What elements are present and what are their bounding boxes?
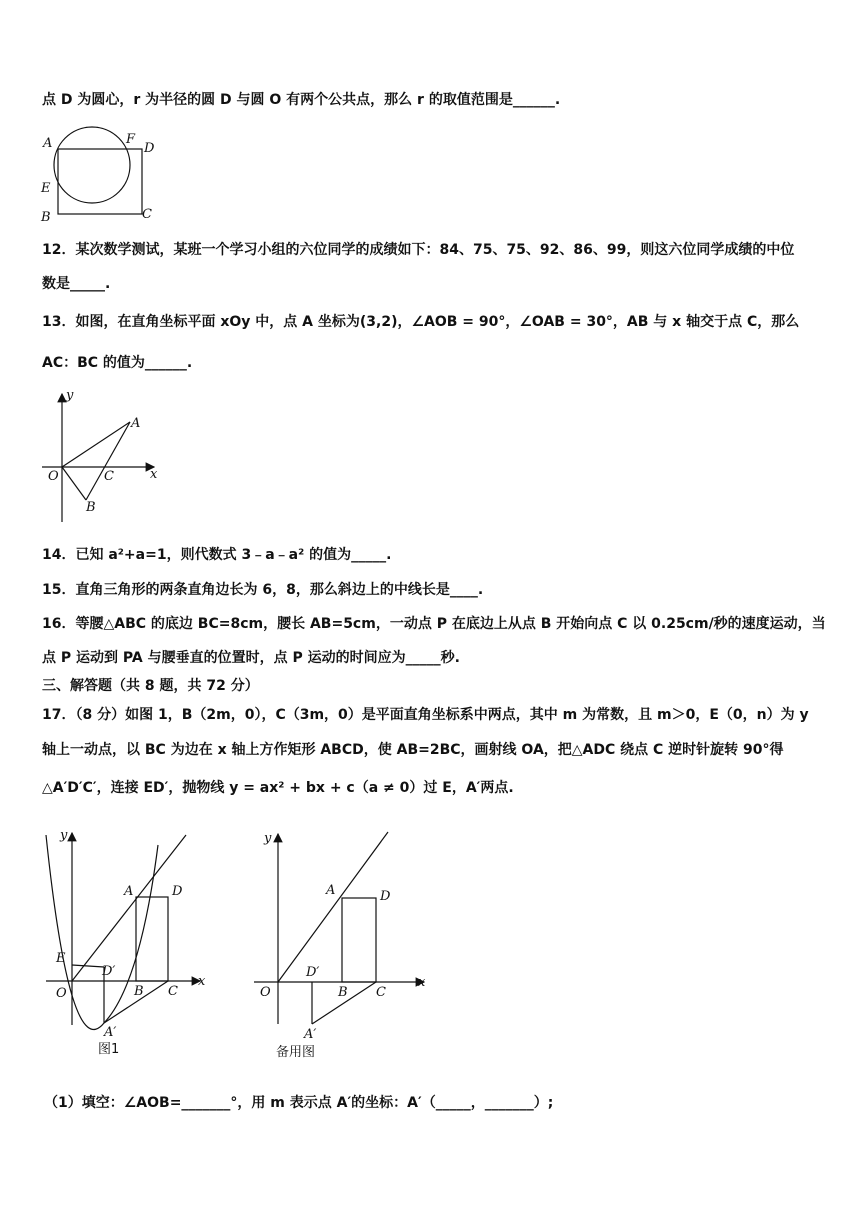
fig11-label-d: D xyxy=(144,141,155,156)
fig17b-label-a: A xyxy=(326,883,336,898)
fig13-label-o: O xyxy=(48,469,59,484)
fig17b-label-ap: A′ xyxy=(304,1027,317,1042)
fig17b-label-b: B xyxy=(338,985,348,1000)
fig17b-label-o: O xyxy=(260,985,271,1000)
figure-17-backup xyxy=(250,828,440,1068)
q12-line1: 12．某次数学测试，某班一个学习小组的六位同学的成绩如下：84、75、75、92、86、99，则这六位同学成绩的中位 xyxy=(42,242,795,258)
q13-line1: 13．如图，在直角坐标平面 xOy 中，点 A 坐标为(3,2)，∠AOB = 90°，∠OAB = 30°，AB 与 x 轴交于点 C，那么 xyxy=(42,314,800,330)
figure-13 xyxy=(38,388,168,528)
fig13-label-b: B xyxy=(86,500,96,515)
q16-line1: 16．等腰△ABC 的底边 BC=8cm，腰长 AB=5cm，一动点 P 在底边上从点 B 开始向点 C 以 0.25cm/秒的速度运动，当 xyxy=(42,616,826,632)
fig17a-label-x: x xyxy=(198,974,206,989)
q17-line3: △A′D′C′，连接 ED′，抛物线 y = ax² + bx + c（a ≠ 0）过 E，A′两点. xyxy=(42,780,514,796)
fig11-label-b: B xyxy=(41,210,51,225)
q14-text: 14．已知 a²+a=1，则代数式 3﹣a﹣a² 的值为_____. xyxy=(42,547,392,563)
q16-line2: 点 P 运动到 PA 与腰垂直的位置时，点 P 运动的时间应为_____秒. xyxy=(42,650,460,666)
fig17b-label-y: y xyxy=(264,831,272,846)
fig17b-label-x: x xyxy=(418,975,426,990)
fig11-label-c: C xyxy=(142,207,152,222)
fig17a-label-a: A xyxy=(124,884,134,899)
figure-11 xyxy=(40,125,160,225)
fig17a-caption: 图1 xyxy=(98,1042,120,1057)
fig17a-label-y: y xyxy=(60,828,68,843)
q12-line2: 数是_____. xyxy=(42,276,111,292)
fig17a-label-dp: D′ xyxy=(102,964,116,979)
fig11-label-f: F xyxy=(126,132,136,147)
q17-line2: 轴上一动点，以 BC 为边在 x 轴上方作矩形 ABCD，使 AB=2BC，画射线 OA，把△ADC 绕点 C 逆时针旋转 90°得 xyxy=(42,742,784,758)
fig11-label-e: E xyxy=(41,181,51,196)
fig17a-label-d: D xyxy=(172,884,183,899)
fig17b-label-c: C xyxy=(376,985,386,1000)
fig17a-label-o: O xyxy=(56,986,67,1001)
q13-line2: AC：BC 的值为______. xyxy=(42,355,193,371)
fig17a-label-ap: A′ xyxy=(104,1025,117,1040)
section-3-heading: 三、解答题（共 8 题，共 72 分） xyxy=(42,678,259,694)
fig17a-label-b: B xyxy=(134,984,144,999)
figure-17-main xyxy=(40,825,230,1065)
q17-sub1: （1）填空：∠AOB=_______°，用 m 表示点 A′的坐标：A′（_____，_______）; xyxy=(44,1095,554,1111)
q17-line1: 17．（8 分）如图 1，B（2m，0），C（3m，0）是平面直角坐标系中两点，其中 m 为常数，且 m＞0，E（0，n）为 y xyxy=(42,707,809,723)
fig17b-caption: 备用图 xyxy=(276,1045,316,1060)
fig11-label-a: A xyxy=(43,136,53,151)
fig17a-label-c: C xyxy=(168,984,178,999)
fig13-label-x: x xyxy=(150,467,158,482)
fig17b-label-dp: D′ xyxy=(306,965,320,980)
fig13-label-y: y xyxy=(66,388,74,403)
fig13-label-a: A xyxy=(131,416,141,431)
fig13-label-c: C xyxy=(104,469,114,484)
fig17b-label-d: D xyxy=(380,889,391,904)
q15-text: 15．直角三角形的两条直角边长为 6，8，那么斜边上的中线长是____. xyxy=(42,582,484,598)
q11-text: 点 D 为圆心，r 为半径的圆 D 与圆 O 有两个公共点，那么 r 的取值范围是______. xyxy=(42,92,561,108)
fig17a-label-e: E xyxy=(56,951,66,966)
